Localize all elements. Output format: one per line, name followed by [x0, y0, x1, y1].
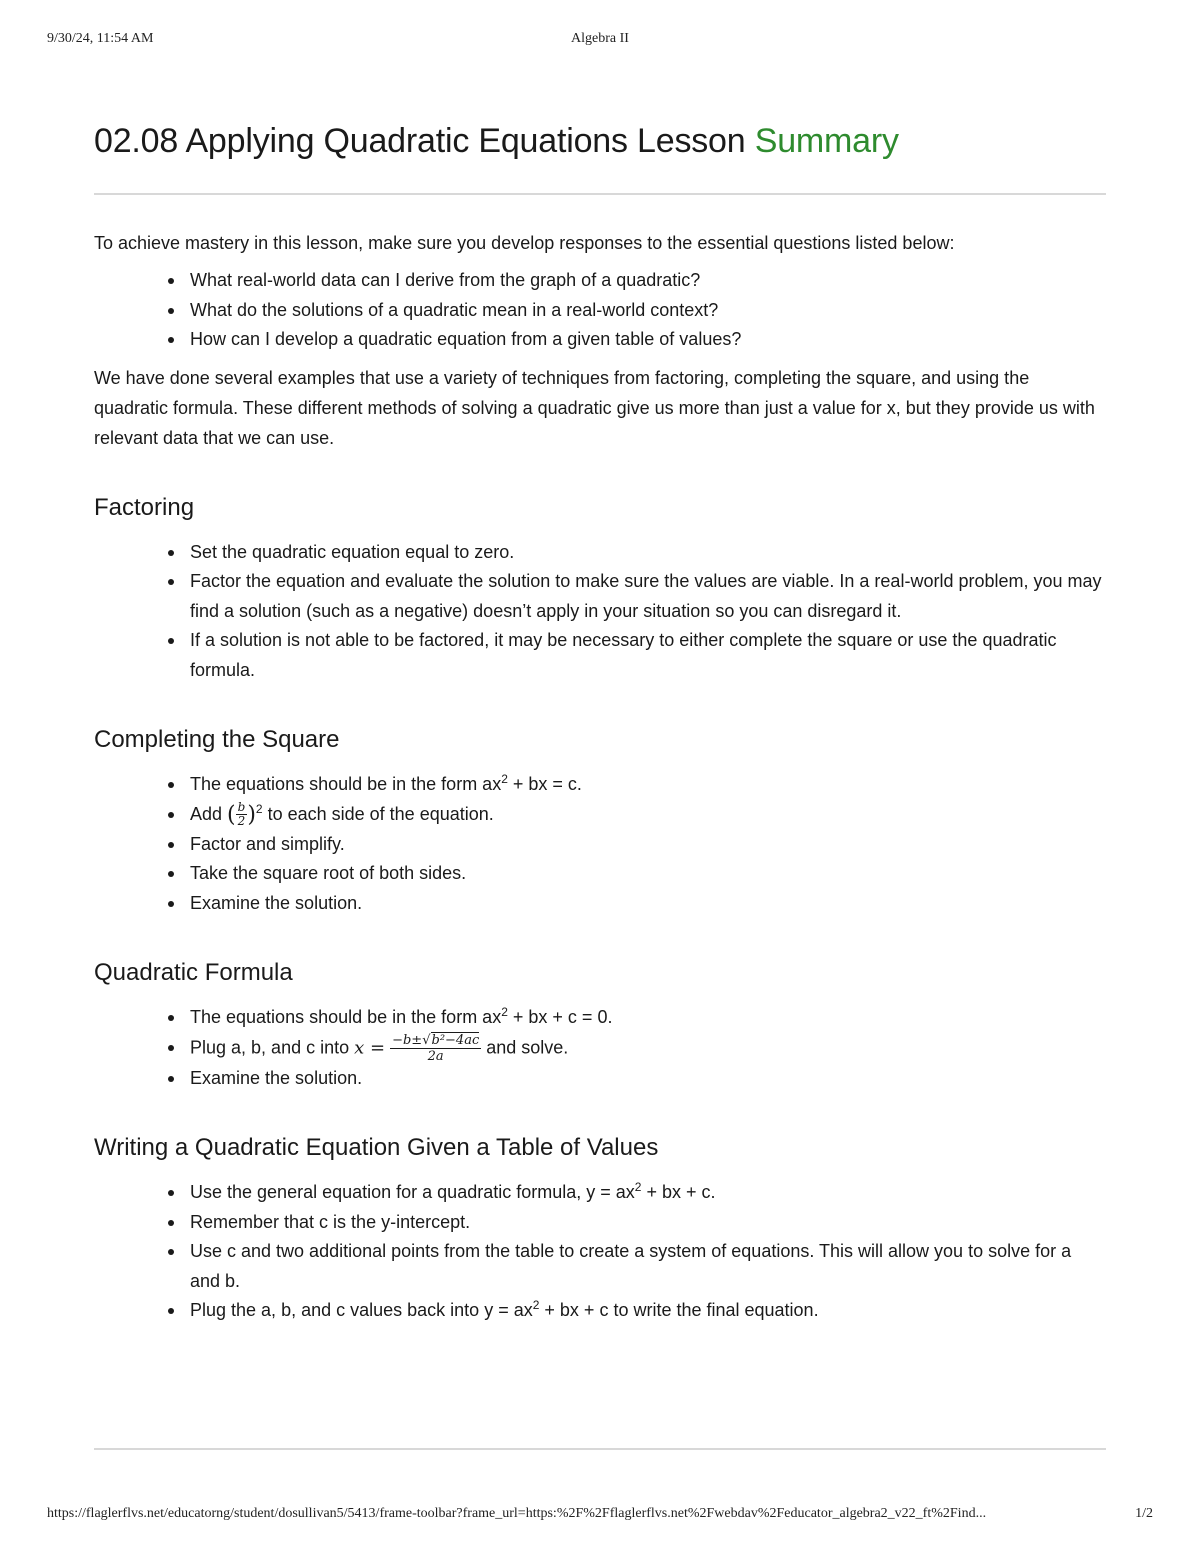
exponent: 2: [501, 1005, 508, 1019]
list-item: What do the solutions of a quadratic mean in a real-world context?: [190, 296, 1106, 326]
item-text: The equations should be in the form ax: [190, 774, 502, 794]
item-text: + bx + c.: [641, 1182, 716, 1202]
list-item: [190, 1178, 1106, 1208]
item-text: Plug the a, b, and c values back into y = ax: [190, 1300, 533, 1320]
item-text: The equations should be in the form ax: [190, 1007, 502, 1027]
print-title: Algebra II: [571, 31, 629, 46]
intro-text: To achieve mastery in this lesson, make sure you develop responses to the essential questions listed below:: [94, 233, 955, 253]
item-text: Add: [190, 803, 228, 824]
page-title-main: 02.08 Applying Quadratic Equations Lesson: [94, 122, 746, 160]
fraction-numerator: −b±√b²−4ac: [392, 1032, 480, 1048]
list-item: Examine the solution.: [190, 1064, 1106, 1094]
page-title: [94, 115, 1106, 167]
numerator-text: −b±: [392, 1032, 423, 1048]
body-paragraph: We have done several examples that use a variety of techniques from factoring, completing the square, and using the quadratic formula. These different methods of solving a quadratic give us more than just a value for x, but they provide us with relevant data that we can use.: [94, 367, 1095, 448]
list-item: Examine the solution.: [190, 889, 1106, 919]
essential-questions-list: [94, 266, 1106, 355]
quadratic-formula-fraction: [390, 1033, 481, 1064]
list-item: [190, 1003, 1106, 1033]
list-item: [190, 800, 1106, 830]
list-item: Use c and two additional points from the table to create a system of equations. This will allow you to solve for a and b.: [190, 1237, 1106, 1296]
list-item: Factor the equation and evaluate the solution to make sure the values are viable. In a real-world problem, you may find a solution (such as a negative) doesn’t apply in your situation so you can disregard it.: [190, 567, 1106, 626]
list-item: Set the quadratic equation equal to zero.: [190, 538, 1106, 568]
list-item: How can I develop a quadratic equation from a given table of values?: [190, 325, 1106, 355]
item-text: Plug a, b, and c into: [190, 1036, 355, 1057]
quadratic-formula-list: [94, 1003, 1106, 1093]
fraction-denominator: 2a: [427, 1048, 444, 1064]
bottom-divider: [94, 1448, 1106, 1450]
item-text: to each side of the equation.: [262, 803, 494, 824]
section-heading-table-of-values: Writing a Quadratic Equation Given a Table of Values: [94, 1134, 659, 1161]
section-heading-factoring: Factoring: [94, 493, 195, 521]
section-heading-completing-square: Completing the Square: [94, 726, 340, 753]
factoring-list: [94, 538, 1106, 686]
item-text: Use the general equation for a quadratic formula, y = ax: [190, 1182, 635, 1202]
lesson-content: [94, 115, 1106, 1326]
item-text: and solve.: [481, 1036, 569, 1057]
exponent: 2: [532, 1298, 540, 1312]
exponent: 2: [255, 801, 263, 816]
formula-lhs: x =: [354, 1036, 386, 1058]
print-footer: [47, 1506, 1153, 1526]
print-header: [47, 31, 1153, 51]
item-text: + bx = c.: [507, 774, 582, 794]
fraction-b-over-2: [236, 801, 248, 828]
completing-square-list: [94, 770, 1106, 918]
section-heading-quadratic-formula: Quadratic Formula: [94, 959, 293, 986]
list-item: Factor and simplify.: [190, 830, 1106, 860]
list-item: If a solution is not able to be factored, it may be necessary to either complete the square or use the quadratic formula.: [190, 626, 1106, 685]
fraction-denominator: 2: [237, 814, 246, 829]
item-text: + bx + c to write the final equation.: [539, 1300, 819, 1320]
page-number: 1/2: [1135, 1506, 1153, 1521]
print-datetime: 9/30/24, 11:54 AM: [47, 31, 154, 46]
list-item: Take the square root of both sides.: [190, 859, 1106, 889]
list-item: [190, 1033, 1106, 1064]
open-paren: (: [227, 802, 236, 827]
list-item: [190, 1296, 1106, 1326]
exponent: 2: [634, 1180, 642, 1194]
item-text: + bx + c = 0.: [507, 1007, 613, 1027]
page-title-accent: Summary: [754, 122, 899, 160]
exponent: 2: [501, 772, 508, 786]
fraction-numerator: b: [237, 800, 246, 815]
title-divider: [94, 193, 1106, 195]
radicand: b²−4ac: [431, 1032, 480, 1048]
list-item: Remember that c is the y-intercept.: [190, 1208, 1106, 1238]
close-paren: ): [247, 802, 256, 827]
print-url: https://flaglerflvs.net/educatorng/student/dosullivan5/5413/frame-toolbar?frame_url=https:%2F%2Fflaglerflvs.net%2Fwebdav%2Feducator_algebra2_v22_ft%2Find...: [47, 1506, 987, 1521]
list-item: [190, 770, 1106, 800]
table-values-list: [94, 1178, 1106, 1326]
list-item: What real-world data can I derive from the graph of a quadratic?: [190, 266, 1106, 296]
